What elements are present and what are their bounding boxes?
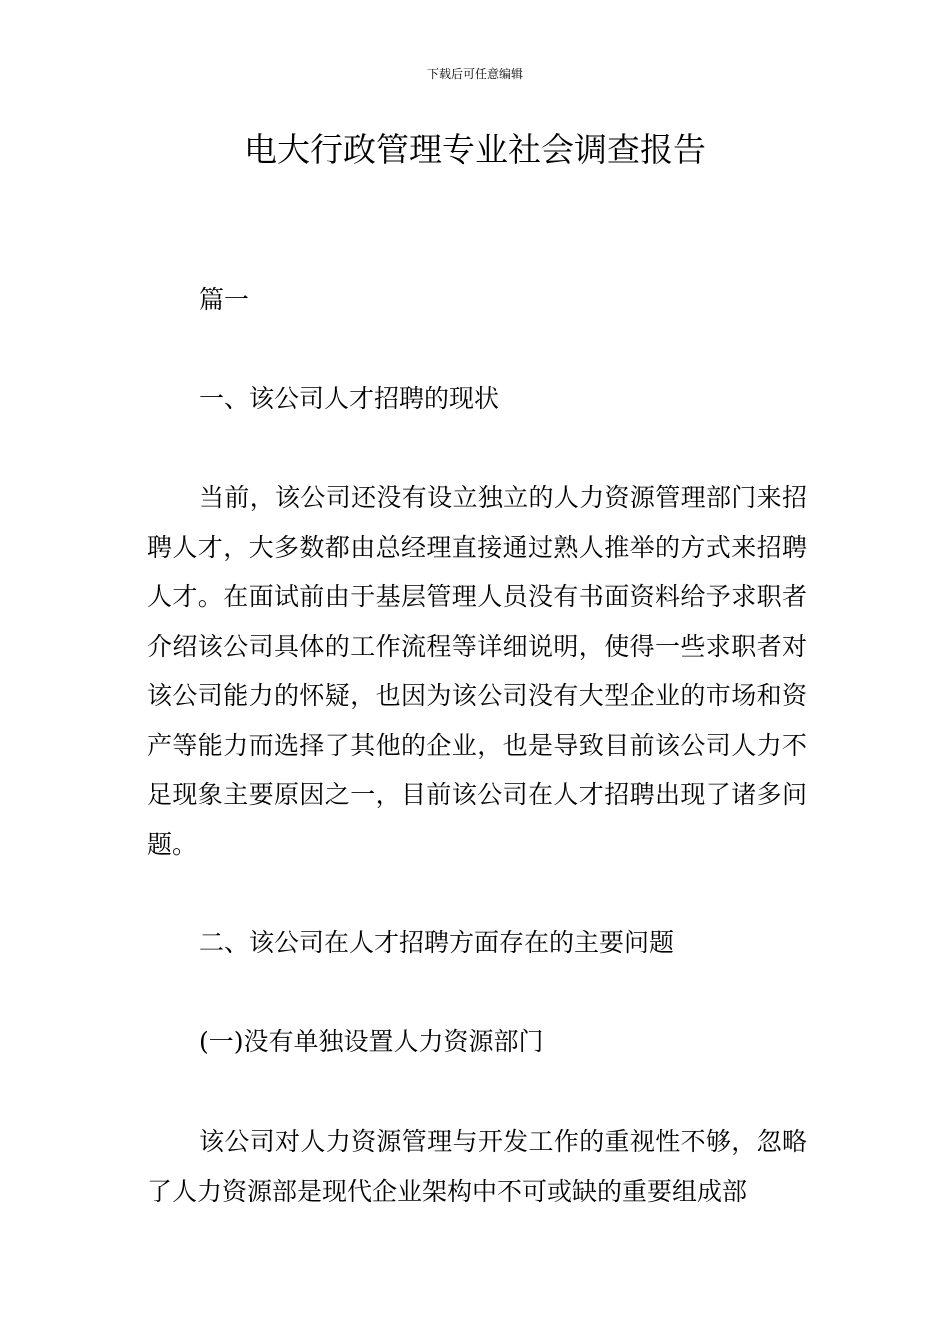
section-1-paragraph: 当前，该公司还没有设立独立的人力资源管理部门来招聘人才，大多数都由总经理直接通过熟人推举的方式来招聘人才。在面试前由于基层管理人员没有书面资料给予求职者介绍该公司具体的工作流程等详细说明，使得一些求职者对该公司能力的怀疑，也因为该公司没有大型企业的市场和资产等能力而选择了其他的企业，也是导致目前该公司人力不足现象主要原因之一，目前该公司在人才招聘出现了诸多问题。 — [147, 483, 807, 859]
part-label: 篇一 — [199, 285, 250, 314]
header-note: 下载后可任意编辑 — [426, 67, 523, 81]
subsection-1-heading: (一)没有单独设置人力资源部门 — [199, 1027, 544, 1056]
section-2-heading: 二、该公司在人才招聘方面存在的主要问题 — [199, 928, 675, 957]
subsection-1-paragraph: 该公司对人力资源管理与开发工作的重视性不够，忽略了人力资源部是现代企业架构中不可或缺的重要组成部 — [147, 1127, 807, 1206]
section-1-heading: 一、该公司人才招聘的现状 — [199, 384, 500, 413]
document-title: 电大行政管理专业社会调查报告 — [244, 130, 706, 169]
